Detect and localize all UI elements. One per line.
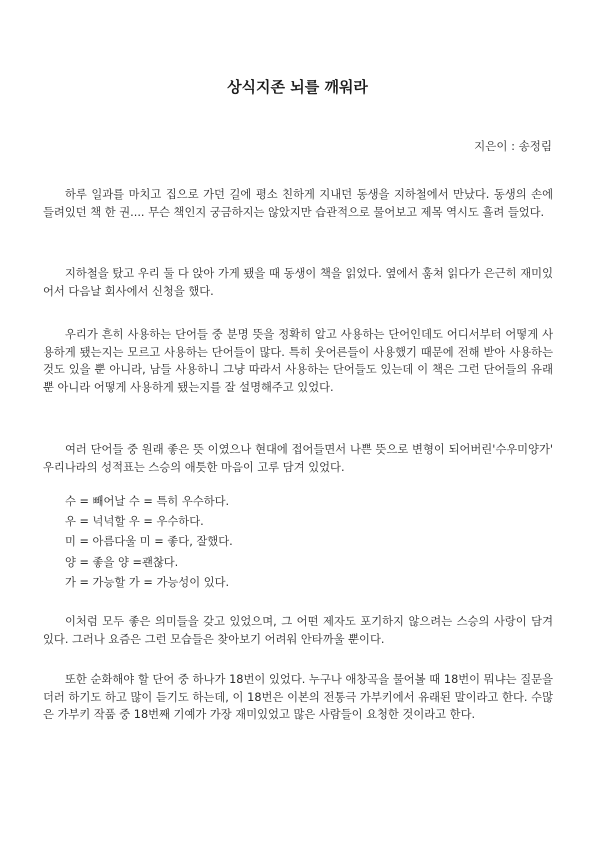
paragraph-3: 우리가 흔히 사용하는 단어들 중 분명 뜻을 정확히 알고 사용하는 단어인데도 어디서부터 어떻게 사용하게 됐는지는 모르고 사용하는 단어들이 많다. 특히 웃어른들이 사용했기 때문에 전해 받아 사용하는 것도 있을 뿐 아니라, 남들 사용하니 그냥 따라서 사용하는 단어들도 있는데 이 책은 그런 단어들의 유래 뿐 아니라 어떻게 사용하게 됐는지를 잘 설명해주고 있었다. bbox=[43, 328, 553, 394]
grade-list-item-su: 수 = 빼어날 수 = 특히 우수하다. bbox=[65, 495, 230, 508]
paragraph-5: 이처럼 모두 좋은 의미들을 갖고 있었으며, 그 어떤 제자도 포기하지 않으려는 스승의 사랑이 담겨 있다. 그러나 요즘은 그런 모습들은 찾아보기 어려워 안타까울 뿐이다. bbox=[43, 615, 553, 646]
grade-list-item-u: 우 = 넉넉할 우 = 우수하다. bbox=[65, 515, 204, 529]
grade-list-item-yang: 양 = 좋을 양 =괜찮다. bbox=[65, 555, 179, 569]
author-line: 지은이 : 송정림 bbox=[474, 139, 552, 153]
paragraph-2: 지하철을 탔고 우리 둘 다 앉아 가게 됐을 때 동생이 책을 읽었다. 옆에서 훔쳐 읽다가 은근히 재미있어서 다음날 회사에서 신청을 했다. bbox=[43, 267, 553, 298]
paragraph-4: 여러 단어들 중 원래 좋은 뜻 이였으나 현대에 접어들면서 나쁜 뜻으로 변형이 되어버린'수우미양가' 우리나라의 성적표는 스승의 애틋한 마음이 고루 담겨 있었다. bbox=[43, 443, 553, 474]
grade-list-item-ga: 가 = 가능할 가 = 가능성이 있다. bbox=[65, 575, 230, 589]
document-title: 상식지존 뇌를 깨워라 bbox=[227, 78, 368, 96]
grade-list-item-mi: 미 = 아름다울 미 = 좋다, 잘했다. bbox=[65, 535, 233, 549]
paragraph-1: 하루 일과를 마치고 집으로 가던 길에 평소 친하게 지내던 동생을 지하철에서 만났다. 동생의 손에 들려있던 책 한 권.... 무슨 책인지 궁금하지는 않았지만 습관적으로 물어보고 제목 역시도 흘려 들었다. bbox=[43, 188, 553, 219]
grade-list bbox=[65, 492, 233, 593]
paragraph-6: 또한 순화해야 할 단어 중 하나가 18번이 있었다. 누구나 애창곡을 물어볼 때 18번이 뭐냐는 질문을 더러 하기도 하고 많이 듣기도 하는데, 이 18번은 이본의 전통극 가부키에서 유래된 말이라고 한다. 수많은 가부키 작품 중 18번째 기예가 가장 재미있었고 많은 사람들이 요청한 것이라고 한다. bbox=[43, 673, 553, 722]
